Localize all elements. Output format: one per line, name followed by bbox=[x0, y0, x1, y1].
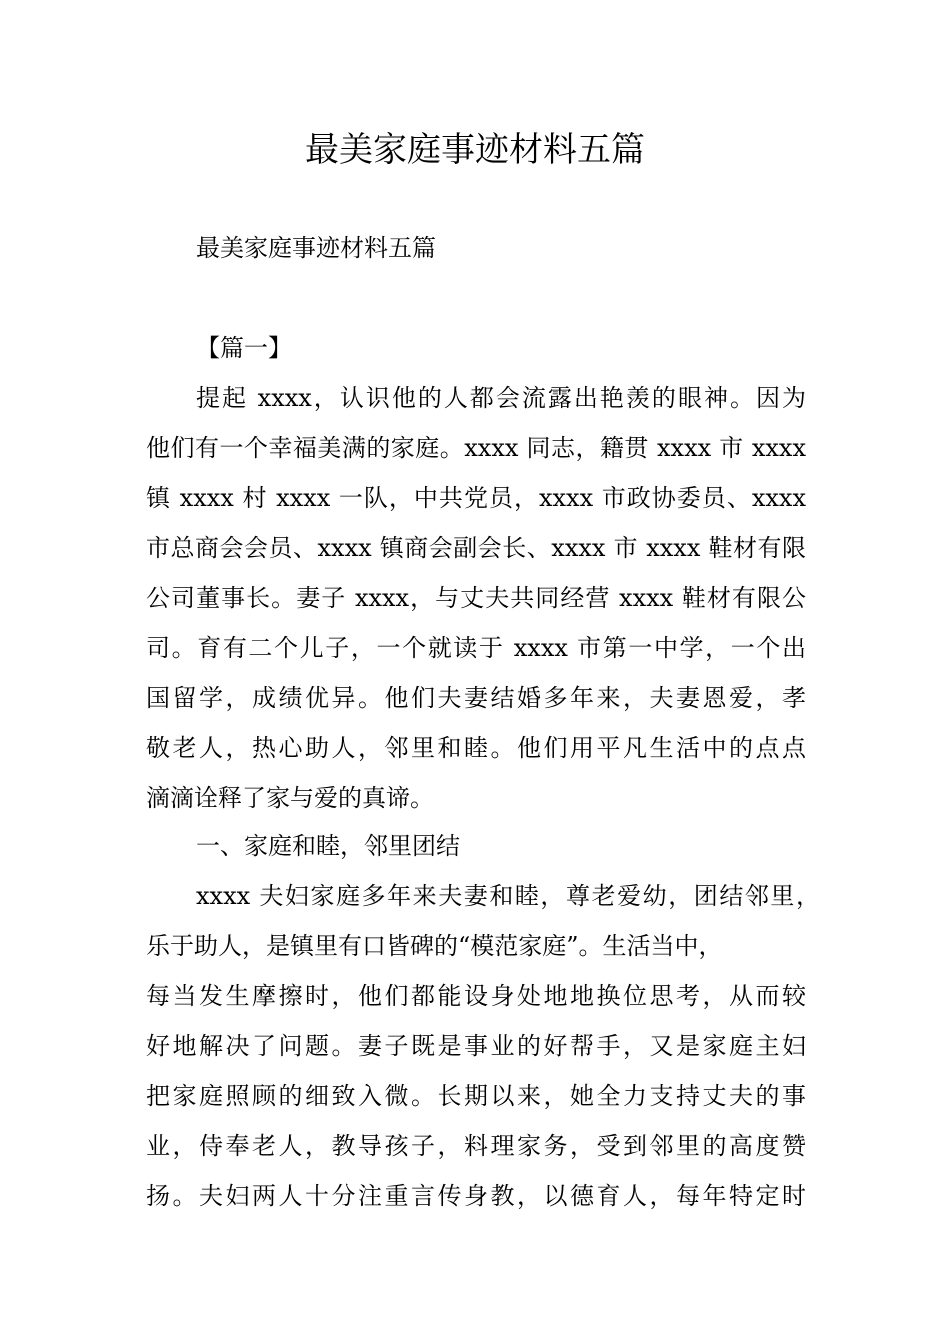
paragraph-line: xxxx 夫妇家庭多年来夫妻和睦，尊老爱幼，团结邻里， bbox=[196, 882, 820, 910]
paragraph-line: 把家庭照顾的细致入微。长期以来，她全力支持丈夫的事 bbox=[146, 1082, 806, 1110]
paragraph-line: 他们有一个幸福美满的家庭。xxxx 同志，籍贯 xxxx 市 xxxx bbox=[146, 434, 806, 462]
section-heading: 【篇一】 bbox=[196, 334, 292, 362]
paragraph-line: 镇 xxxx 村 xxxx 一队，中共党员，xxxx 市政协委员、xxxx bbox=[146, 484, 806, 512]
paragraph-line: 好地解决了问题。妻子既是事业的好帮手，又是家庭主妇 bbox=[146, 1032, 806, 1060]
paragraph-line: 公司董事长。妻子 xxxx，与丈夫共同经营 xxxx 鞋材有限公 bbox=[146, 584, 806, 612]
paragraph-line: 市总商会会员、xxxx 镇商会副会长、xxxx 市 xxxx 鞋材有限 bbox=[146, 534, 806, 562]
paragraph-line: 每当发生摩擦时，他们都能设身处地地换位思考，从而较 bbox=[146, 982, 806, 1010]
paragraph-line: 扬。夫妇两人十分注重言传身教，以德育人，每年特定时 bbox=[146, 1182, 806, 1210]
paragraph-line: 滴滴诠释了家与爱的真谛。 bbox=[146, 784, 434, 812]
paragraph-line: 司。育有二个儿子，一个就读于 xxxx 市第一中学，一个出 bbox=[146, 634, 806, 662]
document-title: 最美家庭事迹材料五篇 bbox=[305, 130, 645, 170]
paragraph-line: 国留学，成绩优异。他们夫妻结婚多年来，夫妻恩爱，孝 bbox=[146, 684, 806, 712]
document-subtitle: 最美家庭事迹材料五篇 bbox=[196, 234, 436, 262]
paragraph-line: 乐于助人，是镇里有口皆碑的“模范家庭”。生活当中， bbox=[146, 932, 723, 960]
paragraph-line: 业，侍奉老人，教导孩子，料理家务，受到邻里的高度赞 bbox=[146, 1132, 806, 1160]
subheading: 一、家庭和睦，邻里团结 bbox=[196, 832, 460, 860]
paragraph-line: 敬老人，热心助人，邻里和睦。他们用平凡生活中的点点 bbox=[146, 734, 806, 762]
paragraph-line: 提起 xxxx，认识他的人都会流露出艳羡的眼神。因为 bbox=[196, 384, 806, 412]
